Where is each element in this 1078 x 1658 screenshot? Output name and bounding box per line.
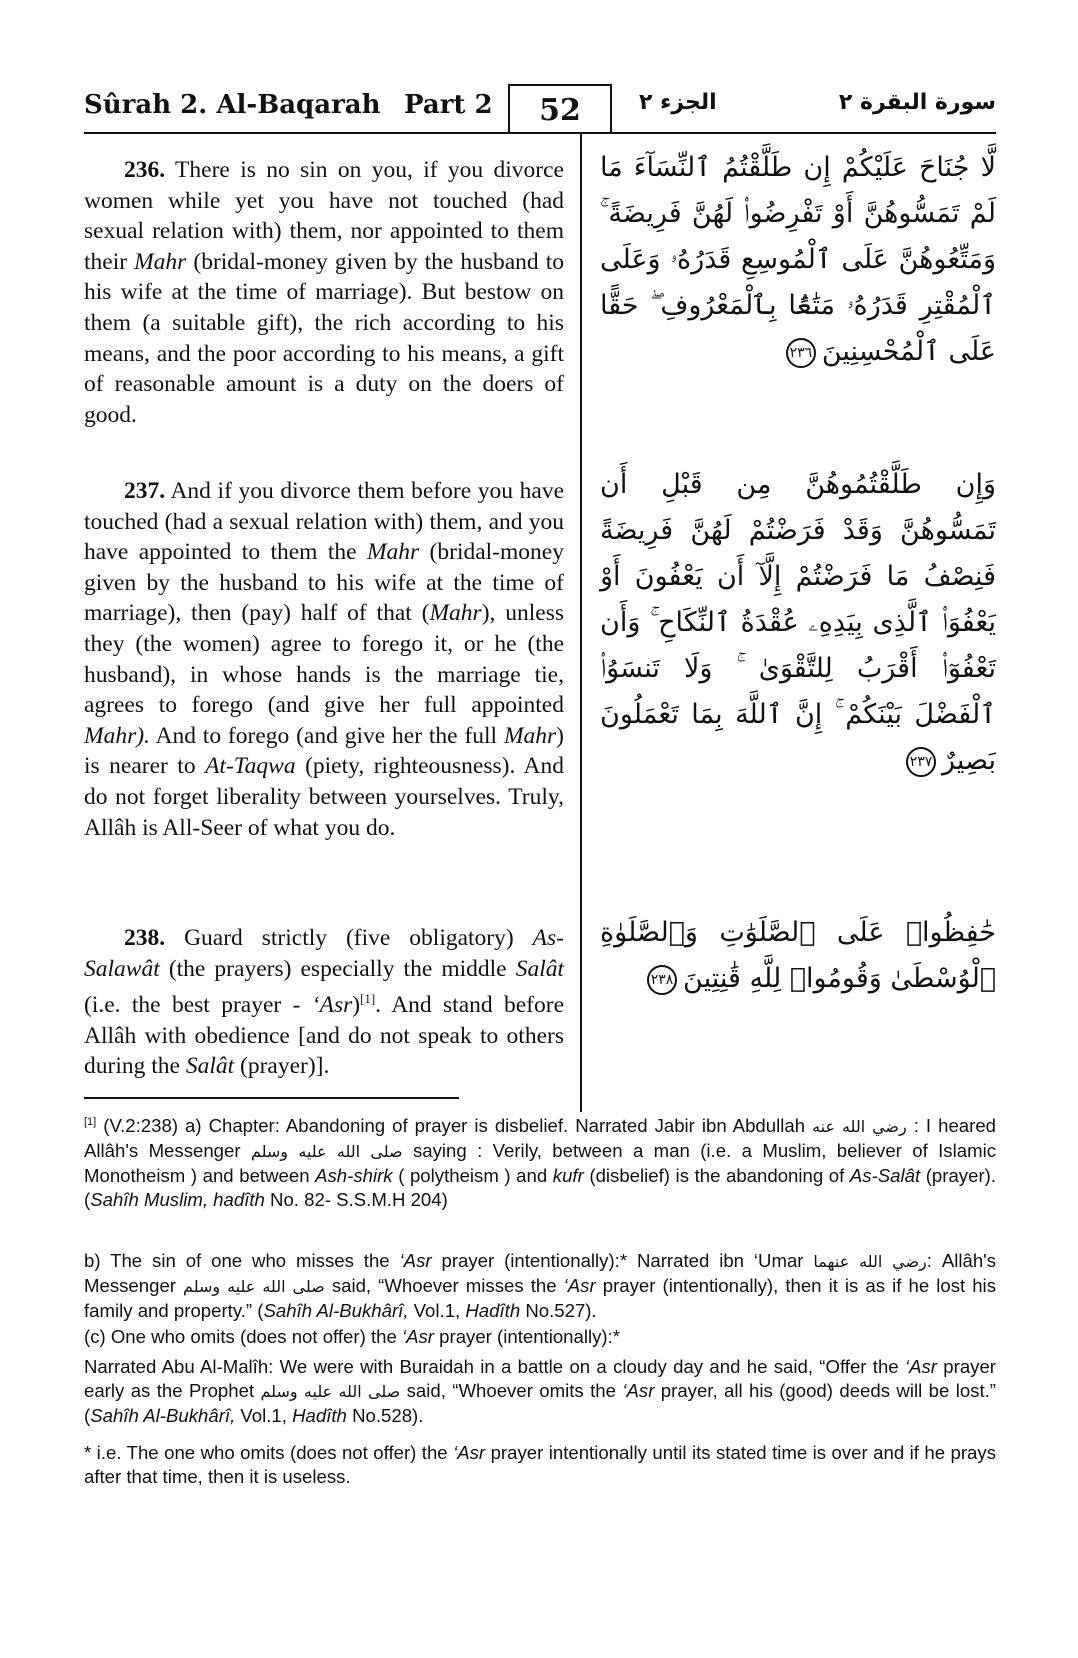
- verse-number: 237.: [124, 478, 166, 504]
- verse-238-arabic: [600, 910, 996, 1002]
- verse-number: 236.: [124, 157, 166, 183]
- page-header: [84, 84, 996, 134]
- part-label-ar: الجزء ٢: [639, 90, 717, 115]
- italic-term: ‘Asr: [453, 1442, 486, 1463]
- arabic-honorific: صلى الله عليه وسلم: [260, 1382, 401, 1401]
- verse-text: (prayer)].: [234, 1053, 330, 1080]
- italic-term: ‘Asr: [904, 1356, 937, 1377]
- footnote-text: No. 82- S.S.M.H 204): [264, 1189, 448, 1211]
- italic-term: Ash-shirk: [315, 1165, 393, 1187]
- footnote-text: prayer (intentionally), then it is as if he lost his family and property.” (: [84, 1275, 996, 1321]
- footnote-text: b) The sin of one who misses the: [84, 1250, 400, 1271]
- column-divider: [580, 134, 582, 1112]
- verse-text: And to forego (and give her the full: [149, 722, 504, 749]
- italic-term: Hadîth: [292, 1405, 347, 1426]
- page-number: 52: [508, 84, 612, 132]
- verse-text: ): [352, 992, 361, 1019]
- header-rule: [84, 132, 996, 134]
- footnote-text: ( polytheism ) and: [392, 1165, 553, 1187]
- verse-236-translation: [84, 155, 564, 430]
- footnote-ref[interactable]: [1]: [360, 991, 376, 1007]
- italic-term: At-Taqwa: [205, 753, 296, 780]
- footnote-text: Vol.1,: [235, 1405, 293, 1426]
- italic-term: ‘Asr: [399, 1250, 432, 1271]
- italic-term: Sahîh Muslim, hadîth: [90, 1189, 265, 1211]
- footnote-1c: [84, 1325, 996, 1349]
- italic-term: ‘Asr: [563, 1275, 596, 1296]
- surah-title-ar: سورة البقرة ٢: [838, 90, 996, 115]
- footnote-rule: [84, 1097, 459, 1099]
- footnote-text: prayer intentionally until its stated time is over and if he prays after that time, then it is useless.: [84, 1442, 996, 1487]
- italic-term: Mahr: [429, 600, 482, 627]
- italic-term: Hadîth: [465, 1300, 521, 1321]
- ayah-end-mark: ٢٣٦: [786, 338, 816, 368]
- verse-number: 238.: [124, 925, 166, 951]
- footnote-text: No.528).: [346, 1405, 424, 1426]
- ayah-end-mark: ٢٣٨: [647, 965, 677, 995]
- footnote-1c-narration: [84, 1355, 996, 1428]
- footnote-text: : Allâh's Messenger: [84, 1250, 997, 1296]
- verse-236-arabic: [600, 145, 996, 375]
- verse-text: ) is nearer to: [84, 722, 564, 780]
- verse-text: ), unless they (the women) agree to forego it, or he (the husband), in whose hands is the marriage tie, agrees to forego (and give her full appointed: [84, 600, 564, 719]
- footnote-marker: [1]: [84, 1116, 97, 1128]
- arabic-text: حَٰفِظُوا۟ عَلَى ٱلصَّلَوَٰتِ وَٱلصَّلَوٰةِ ٱلْوُسْطَىٰ وَقُومُوا۟ لِلَّهِ قَٰنِتِينَ: [600, 917, 996, 994]
- italic-term: Mahr: [134, 248, 187, 275]
- footnote-asterisk: [84, 1441, 996, 1489]
- verse-text: . And stand before Allâh with obedience [and do not speak to others during the: [84, 992, 565, 1080]
- arabic-text: وَإِن طَلَّقْتُمُوهُنَّ مِن قَبْلِ أَن تَمَسُّوهُنَّ وَقَدْ فَرَضْتُمْ لَهُنَّ فَرِيضَةً فَنِصْفُ مَا فَرَضْتُمْ إِلَّآ أَن يَعْفُونَ أَوْ يَعْفُوَا۟ ٱلَّذِى بِيَدِهِۦ عُقْدَةُ ٱلنِّكَاحِ ۚ وَأَن تَعْفُوٓا۟ أَقْرَبُ لِلتَّقْوَىٰ ۚ وَلَا تَنسَوُا۟ ٱلْفَضْلَ بَيْنَكُمْ ۚ إِنَّ ٱللَّهَ بِمَا تَعْمَلُونَ بَصِيرٌ: [600, 469, 996, 776]
- italic-term: As-Salât: [849, 1165, 921, 1187]
- verse-text: (bridal-money given by the husband to his wife at the time of marriage), then (pay) half of that (: [84, 539, 564, 627]
- footnote-text: (disbelief) is the abandoning of: [583, 1165, 850, 1187]
- arabic-honorific: صلى الله عليه وسلم: [183, 1277, 325, 1296]
- italic-term: Mahr: [366, 539, 420, 566]
- italic-term: ‘Asr: [622, 1380, 655, 1401]
- footnote-text: (c) One who omits (does not offer) the: [84, 1326, 402, 1347]
- surah-title-en: Sûrah 2. Al-Baqarah: [84, 90, 381, 120]
- arabic-honorific: رضي الله عنهما: [813, 1252, 927, 1271]
- italic-term: Sahîh Al-Bukhârî,: [90, 1405, 236, 1426]
- verse-text: (piety, righteousness). And do not forget liberality between yourselves. Truly, Allâh is All-Seer of what you do.: [84, 753, 564, 841]
- verse-text: There is no sin on you, if you divorce women while yet you have not touched (had sexual relation with) them, nor appointed to them their: [84, 157, 564, 275]
- verse-text: Guard strictly (five obligatory): [165, 925, 533, 951]
- footnote-1a: [84, 1110, 996, 1212]
- arabic-honorific: رضي الله عنه: [812, 1117, 907, 1137]
- arabic-text: لَّا جُنَاحَ عَلَيْكُمْ إِن طَلَّقْتُمُ ٱلنِّسَآءَ مَا لَمْ تَمَسُّوهُنَّ أَوْ تَفْرِضُوا۟ لَهُنَّ فَرِيضَةً ۚ وَمَتِّعُوهُنَّ عَلَى ٱلْمُوسِعِ قَدَرُهُۥ وَعَلَى ٱلْمُقْتِرِ قَدَرُهُۥ مَتَٰعًۢا بِٱلْمَعْرُوفِ ۖ حَقًّا عَلَى ٱلْمُحْسِنِينَ: [600, 152, 996, 367]
- footnote-text: * i.e. The one who omits (does not offer) the: [84, 1442, 454, 1463]
- verse-238-translation: [84, 923, 564, 1082]
- italic-term: ‘Asr: [401, 1326, 434, 1347]
- italic-term: Sahîh Al-Bukhârî,: [263, 1300, 409, 1321]
- italic-term: kufr: [552, 1165, 584, 1187]
- footnote-text: Vol.1,: [408, 1300, 466, 1321]
- footnote-text: prayer, all his (good) deeds will be lost.” (: [84, 1380, 996, 1426]
- footnote-text: prayer (intentionally):*: [434, 1326, 621, 1347]
- italic-term: As-Salawât: [84, 925, 564, 982]
- part-label-en: Part 2: [404, 90, 493, 120]
- italic-term: Mahr).: [84, 722, 150, 749]
- ayah-end-mark: ٢٣٧: [906, 747, 936, 777]
- arabic-honorific: صلى الله عليه وسلم: [250, 1142, 403, 1162]
- footnote-1b: [84, 1249, 996, 1323]
- footnote-text: Narrated Abu Al-Malîh: We were with Buraidah in a battle on a cloudy day and he said, “Offer the: [84, 1356, 905, 1377]
- footnote-text: saying : Verily, between a man (i.e. a Muslim, believer of Islamic Monotheism ) and between: [84, 1140, 996, 1187]
- verse-text: (the prayers) especially the middle: [159, 955, 516, 982]
- footnote-text: prayer early as the Prophet: [84, 1356, 996, 1401]
- verse-text: And if you divorce them before you have touched (had a sexual relation with) them, and you have appointed to them the: [84, 478, 564, 566]
- footnote-text: : I heared Allâh's Messenger: [84, 1115, 996, 1162]
- verse-237-arabic: [600, 462, 996, 784]
- footnote-text: No.527).: [520, 1300, 597, 1321]
- footnote-text: said, “Whoever omits the: [400, 1380, 623, 1401]
- italic-term: ‘Asr: [311, 992, 353, 1019]
- italic-term: Salât: [185, 1053, 235, 1080]
- footnote-text: (prayer). (: [84, 1165, 996, 1211]
- footnote-text: said, “Whoever misses the: [324, 1275, 564, 1296]
- footnote-text: prayer (intentionally):* Narrated ibn ‘Umar: [431, 1250, 814, 1271]
- italic-term: Salât: [515, 955, 564, 982]
- verse-text: (bridal-money given by the husband to his wife at the time of marriage). But bestow on them (a suitable gift), the rich according to his means, and the poor according to his means, a gift of reasonable amount is a duty on the doers of good.: [84, 248, 564, 428]
- italic-term: Mahr: [503, 722, 557, 749]
- verse-237-translation: [84, 476, 564, 843]
- verse-text: (i.e. the best prayer -: [84, 992, 312, 1019]
- footnote-text: (V.2:238) a) Chapter: Abandoning of prayer is disbelief. Narrated Jabir ibn Abdullah: [96, 1115, 813, 1137]
